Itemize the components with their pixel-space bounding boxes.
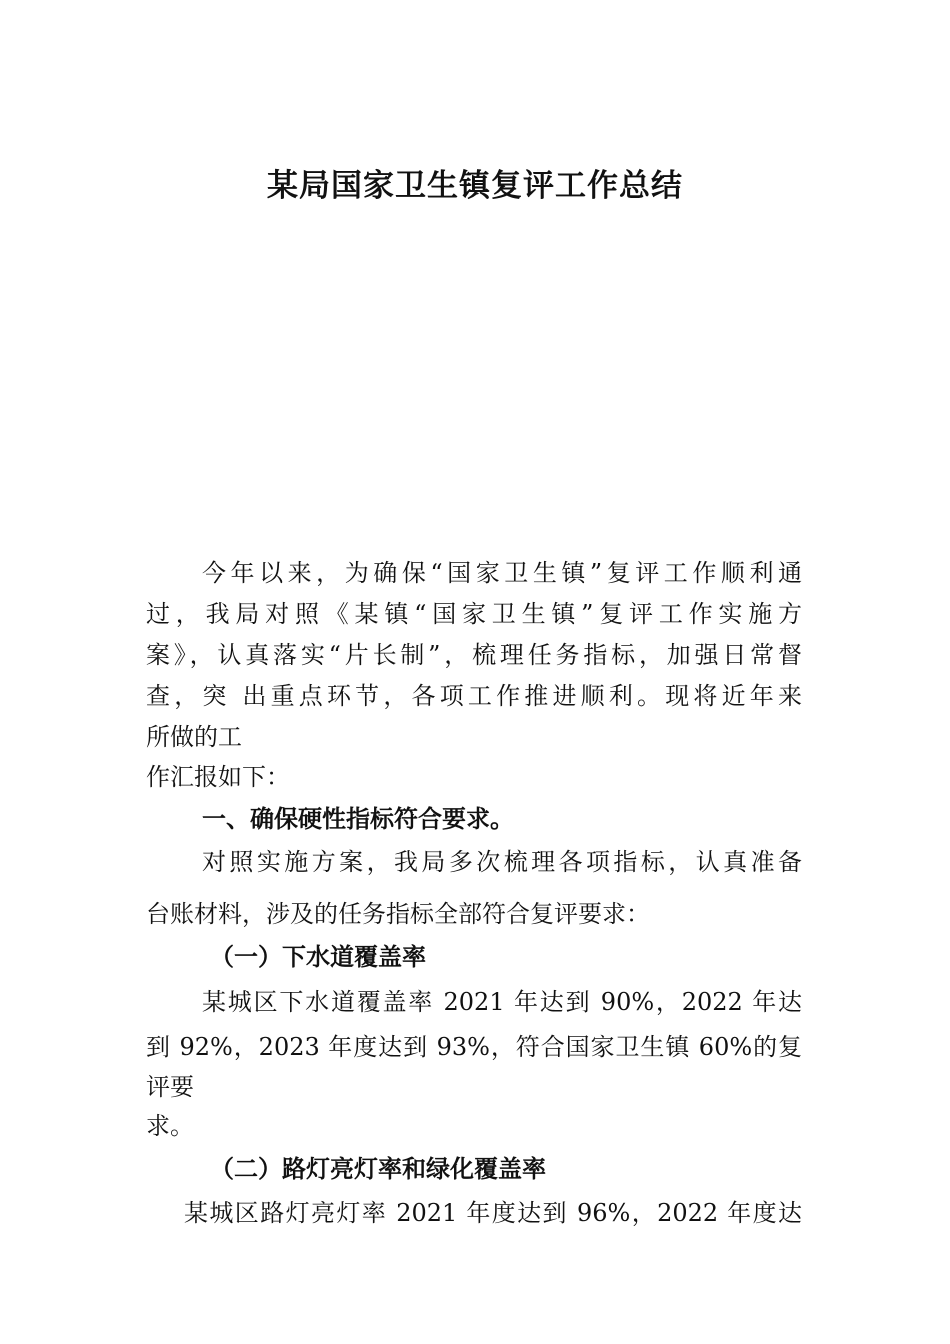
sub-2-line-1: 某城区路灯亮灯率 2021 年度达到 96%，2022 年度达 [184,1199,802,1227]
sub-1-line-2: 到 92%，2023 年度达到 93%，符合国家卫生镇 60%的复 [146,1033,802,1061]
sub-1-line-4: 求。 [146,1112,194,1140]
sub-1-line-3: 评要 [146,1073,194,1101]
intro-line-5: 所做的工 [146,723,242,751]
sub-1-line-1: 某城区下水道覆盖率 2021 年达到 90%，2022 年达 [202,988,802,1016]
intro-line-2: 过，我局对照《某镇“国家卫生镇”复评工作实施方 [146,600,802,628]
sub-1-heading: （一）下水道覆盖率 [210,943,426,971]
document-title: 某局国家卫生镇复评工作总结 [267,168,683,204]
sub-2-heading: （二）路灯亮灯率和绿化覆盖率 [210,1155,546,1183]
section-1-heading: 一、确保硬性指标符合要求。 [202,805,514,833]
section-1-line-2: 台账材料，涉及的任务指标全部符合复评要求： [146,900,650,928]
intro-line-1: 今年以来，为确保“国家卫生镇”复评工作顺利通 [202,559,802,587]
intro-line-4: 查，突 出重点环节，各项工作推进顺利。现将近年来 [146,682,802,710]
section-1-line-1: 对照实施方案，我局多次梳理各项指标，认真准备 [202,848,802,876]
intro-line-6: 作汇报如下： [146,763,290,791]
intro-line-3: 案》，认真落实“片长制”，梳理任务指标，加强日常督 [146,641,802,669]
